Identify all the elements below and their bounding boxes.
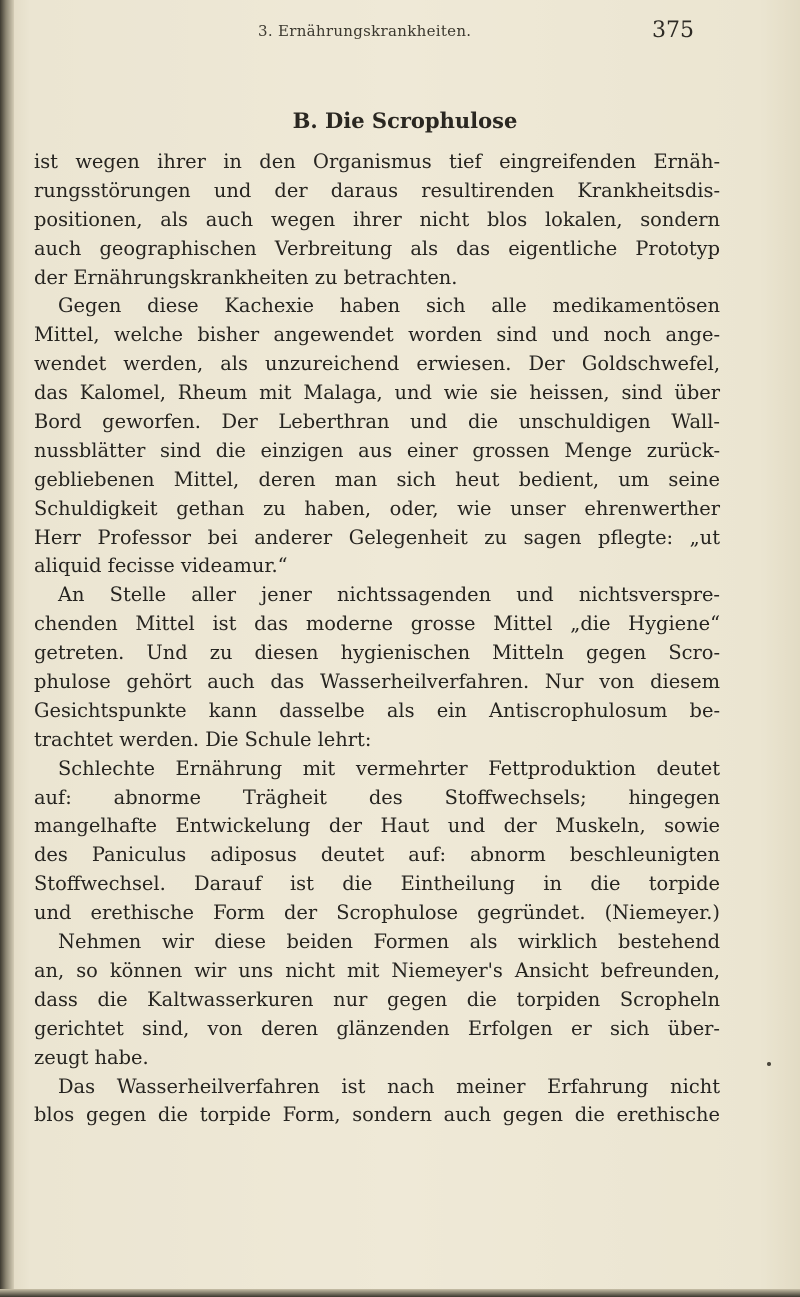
text-line: Schlechte Ernährung mit vermehrter Fettproduktion deutet bbox=[58, 756, 720, 780]
text-line: an, so können wir uns nicht mit Niemeyer's Ansicht befreunden, bbox=[34, 958, 720, 982]
text-line: positionen, als auch wegen ihrer nicht blos lokalen, sondern bbox=[34, 207, 720, 231]
text-line: Herr Professor bei anderer Gelegenheit zu sagen pflegte: „ut bbox=[34, 525, 720, 549]
text-line: mangelhafte Entwickelung der Haut und der Muskeln, sowie bbox=[34, 814, 720, 838]
body-text bbox=[34, 148, 720, 1130]
text-line: gerichtet sind, von deren glänzenden Erfolgen er sich über- bbox=[34, 1016, 720, 1040]
section-heading: B. Die Scrophulose bbox=[292, 108, 518, 133]
text-line: des Paniculus adiposus deutet auf: abnorm beschleunigten bbox=[34, 843, 720, 867]
text-line: blos gegen die torpide Form, sondern auch gegen die erethische bbox=[34, 1103, 720, 1127]
page-header bbox=[0, 18, 800, 48]
text-line: Mittel, welche bisher angewendet worden sind und noch ange- bbox=[34, 323, 720, 347]
text-line: nussblätter sind die einzigen aus einer grossen Menge zurück- bbox=[34, 438, 720, 462]
margin-dot bbox=[767, 1062, 771, 1066]
text-line: ist wegen ihrer in den Organismus tief eingreifenden Ernäh- bbox=[34, 150, 720, 173]
text-line: Das Wasserheilverfahren ist nach meiner Erfahrung nicht bbox=[58, 1074, 720, 1098]
text-line: rungsstörungen und der daraus resultirenden Krankheitsdis- bbox=[34, 178, 720, 202]
page-number: 375 bbox=[652, 18, 694, 43]
text-line: das Kalomel, Rheum mit Malaga, und wie sie heissen, sind über bbox=[34, 381, 720, 405]
running-title: 3. Ernährungskrankheiten. bbox=[258, 22, 472, 40]
page-bottom-edge bbox=[0, 1289, 800, 1297]
text-line: aliquid fecisse videamur.“ bbox=[34, 554, 288, 578]
text-line: chenden Mittel ist das moderne grosse Mittel „die Hygiene“ bbox=[34, 612, 720, 636]
text-line: der Ernährungskrankheiten zu betrachten. bbox=[34, 265, 458, 289]
text-line: getreten. Und zu diesen hygienischen Mitteln gegen Scro- bbox=[34, 641, 720, 665]
text-line: Gegen diese Kachexie haben sich alle medikamentösen bbox=[58, 294, 720, 318]
text-line: zeugt habe. bbox=[34, 1045, 149, 1069]
text-line: trachtet werden. Die Schule lehrt: bbox=[34, 727, 372, 751]
text-line: Bord geworfen. Der Leberthran und die unschuldigen Wall- bbox=[34, 410, 720, 434]
text-line: Schuldigkeit gethan zu haben, oder, wie unser ehrenwerther bbox=[34, 496, 720, 520]
text-line: Stoffwechsel. Darauf ist die Eintheilung in die torpide bbox=[34, 872, 720, 896]
text-line: Nehmen wir diese beiden Formen als wirklich bestehend bbox=[58, 930, 720, 954]
text-line: auf: abnorme Trägheit des Stoffwechsels; hingegen bbox=[34, 785, 720, 809]
book-spine-shadow bbox=[0, 0, 14, 1297]
text-line: wendet werden, als unzureichend erwiesen. Der Goldschwefel, bbox=[34, 352, 720, 376]
text-line: Gesichtspunkte kann dasselbe als ein Antiscrophulosum be- bbox=[34, 698, 720, 722]
text-line: phulose gehört auch das Wasserheilverfahren. Nur von diesem bbox=[34, 670, 720, 694]
text-line: gebliebenen Mittel, deren man sich heut bedient, um seine bbox=[34, 467, 720, 491]
text-line: An Stelle aller jener nichtssagenden und nichtsverspre- bbox=[58, 583, 720, 607]
text-line: und erethische Form der Scrophulose gegründet. (Niemeyer.) bbox=[34, 901, 720, 925]
text-line: auch geographischen Verbreitung als das eigentliche Prototyp bbox=[34, 236, 720, 260]
text-line: dass die Kaltwasserkuren nur gegen die torpiden Scropheln bbox=[34, 987, 720, 1011]
